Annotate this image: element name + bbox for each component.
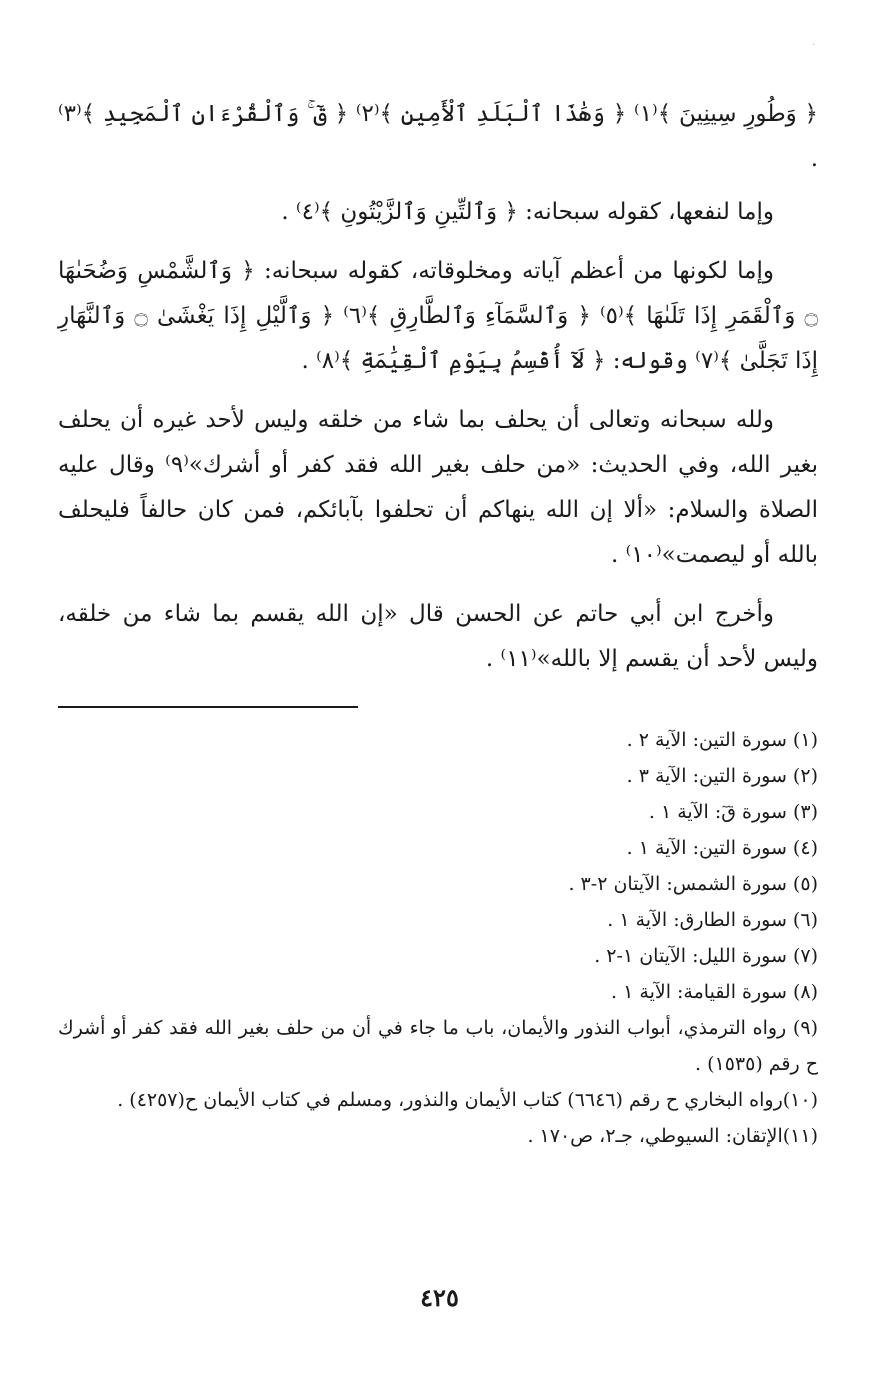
footnote-4: (٤) سورة التين: الآية ١ . bbox=[626, 837, 818, 859]
paragraph-greatest-signs: وإما لكونها من أعظم آياته ومخلوقاته، كقوله سبحانه: ﴿ وَٱلشَّمْسِ وَضُحَىٰهَا ۝ وَٱلْقَمَرِ إِذَا تَلَىٰهَا ﴾⁽٥⁾ ﴿ وَٱلسَّمَآءِ وَٱلطَّارِقِ ﴾⁽٦⁾ ﴿ وَٱلَّيْلِ إِذَا يَغْشَىٰ ۝ وَٱلنَّهَارِ إِذَا تَجَلَّىٰ ﴾⁽٧⁾ وقوله: ﴿ لَآ أُقْسِمُ بِيَوْمِ ٱلْقِيَٰمَةِ ﴾⁽٨⁾ . bbox=[58, 258, 818, 374]
footnote-1: (١) سورة التين: الآية ٢ . bbox=[626, 729, 818, 751]
footnote-3: (٣) سورة قٓ: الآية ١ . bbox=[648, 801, 818, 823]
footnote-5: (٥) سورة الشمس: الآيتان ٢-٣ . bbox=[568, 873, 818, 895]
paragraph-benefit: وإما لنفعها، كقوله سبحانه: ﴿ وَٱلتِّينِ وَٱلزَّيْتُونِ ﴾⁽٤⁾ . bbox=[281, 199, 774, 225]
page-number: ٤٢٥ bbox=[420, 1283, 459, 1312]
footnote-separator bbox=[58, 696, 818, 716]
footnotes bbox=[58, 722, 818, 1154]
footnote-6: (٦) سورة الطارق: الآية ١ . bbox=[607, 909, 818, 931]
footnote-7: (٧) سورة الليل: الآيتان ١-٢ . bbox=[594, 945, 818, 967]
footnote-9: (٩) رواه الترمذي، أبواب النذور والأيمان، باب ما جاء في أن من حلف بغير الله فقد كفر أو أشرك ح رقم (١٥٣٥) . bbox=[58, 1017, 818, 1075]
footnote-2: (٢) سورة التين: الآية ٣ . bbox=[626, 765, 818, 787]
page-body bbox=[58, 92, 818, 1154]
scan-mark: · bbox=[812, 40, 816, 51]
footnote-10: (١٠)رواه البخاري ح رقم (٦٦٤٦) كتاب الأيمان والنذور، ومسلم في كتاب الأيمان ح(٤٢٥٧) . bbox=[117, 1089, 818, 1111]
paragraph-ibn-abi-hatim: وأخرج ابن أبي حاتم عن الحسن قال «إن الله يقسم بما شاء من خلقه، وليس لأحد أن يقسم إلا بالله»⁽١١⁾ . bbox=[58, 601, 818, 672]
paragraph-oath-by-allah: ولله سبحانه وتعالى أن يحلف بما شاء من خلقه وليس لأحد غيره أن يحلف بغير الله، وفي الحديث: «من حلف بغير الله فقد كفر أو أشرك»⁽٩⁾ وقال عليه الصلاة والسلام: «ألا إن الله ينهاكم أن تحلفوا بآبائكم، فمن كان حالفاً فليحلف بالله أو ليصمت»⁽١٠⁾ . bbox=[58, 407, 819, 568]
paragraph-verses: ﴿ وَطُورِ سِينِينَ ﴾⁽١⁾ ﴿ وَهَٰذَا ٱلْبَلَدِ ٱلْأَمِينِ ﴾⁽٢⁾ ﴿ قٓ ۚ وَٱلْقُرْءَانِ ٱلْمَجِيدِ ﴾⁽٣⁾ . bbox=[58, 101, 818, 172]
footnote-11: (١١)الإتقان: السيوطي، جـ٢، ص١٧٠ . bbox=[527, 1125, 818, 1147]
footnote-8: (٨) سورة القيامة: الآية ١ . bbox=[611, 981, 818, 1003]
